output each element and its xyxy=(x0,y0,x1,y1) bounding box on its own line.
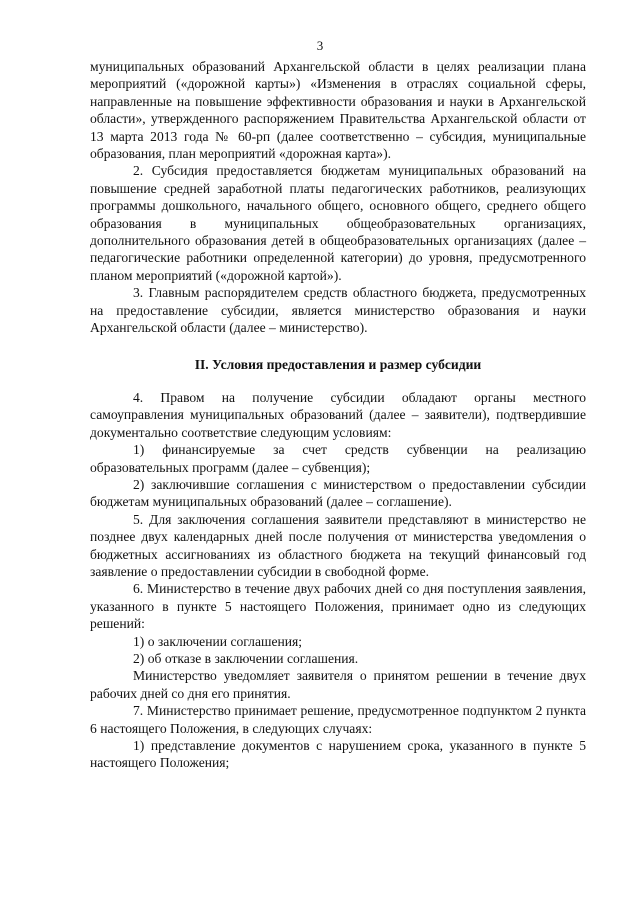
page-number: 3 xyxy=(316,38,324,53)
paragraph-4: 4. Правом на получение субсидии обладают органы местного самоуправления муниципальных образований (далее – заявители), подтвердившие документально соответствие следующим условиям: xyxy=(90,389,586,440)
paragraph-3: 3. Главным распорядителем средств областного бюджета, предусмотренных на предоставление субсидии, является министерство образования и науки Архангельской области (далее – министерство). xyxy=(90,285,586,336)
paragraph-6-item-1: 1) о заключении соглашения; xyxy=(133,633,303,649)
document-body xyxy=(90,58,586,772)
paragraph-4-item-1: 1) финансируемые за счет средств субвенции на реализацию образовательных программ (далее – субвенция); xyxy=(90,442,586,475)
paragraph-6-note: Министерство уведомляет заявителя о принятом решении в течение двух рабочих дней со дня его принятия. xyxy=(90,668,586,701)
paragraph-6: 6. Министерство в течение двух рабочих дней со дня поступления заявления, указанного в пункте 5 настоящего Положения, принимает одно из следующих решений: xyxy=(90,581,586,632)
paragraph-7-item-1: 1) представление документов с нарушением срока, указанного в пункте 5 настоящего Положения; xyxy=(90,738,586,771)
paragraph-4-item-2: 2) заключившие соглашения с министерством о предоставлении субсидии бюджетам муниципальных образований (далее – соглашение). xyxy=(90,476,586,510)
paragraph-1-continuation: муниципальных образований Архангельской области в целях реализации плана мероприятий («дорожной карты») «Изменения в отраслях социальной сферы, направленные на повышение эффективности образования и науки в Архангельской области», утвержденного распоряжением Правительства Архангельской области от 13 марта 2013 года № 60-рп (далее соответственно – субсидия, муниципальные образования, план мероприятий «дорожная карта»). xyxy=(90,59,586,162)
paragraph-2: 2. Субсидия предоставляется бюджетам муниципальных образований на повышение средней заработной платы педагогических работников, реализующих программы дошкольного, начального общего, основного общего, среднего общего образования в муниципальных общеобразовательных организациях, дополнительного образования детей в общеобразовательных организациях (далее – педагогические работники определенной категории) до уровня, предусмотренного планом мероприятий («дорожной картой»). xyxy=(90,163,586,283)
paragraph-6-item-2: 2) об отказе в заключении соглашения. xyxy=(133,651,359,666)
section-heading: II. Условия предоставления и размер субсидии xyxy=(194,356,482,372)
paragraph-7: 7. Министерство принимает решение, предусмотренное подпунктом 2 пункта 6 настоящего Положения, в следующих случаях: xyxy=(90,703,586,736)
paragraph-5: 5. Для заключения соглашения заявители представляют в министерство не позднее двух календарных дней после получения от министерства уведомления о бюджетных ассигнованиях из областного бюджета на текущий финансовый год заявление о предоставлении субсидии в свободной форме. xyxy=(90,511,586,579)
